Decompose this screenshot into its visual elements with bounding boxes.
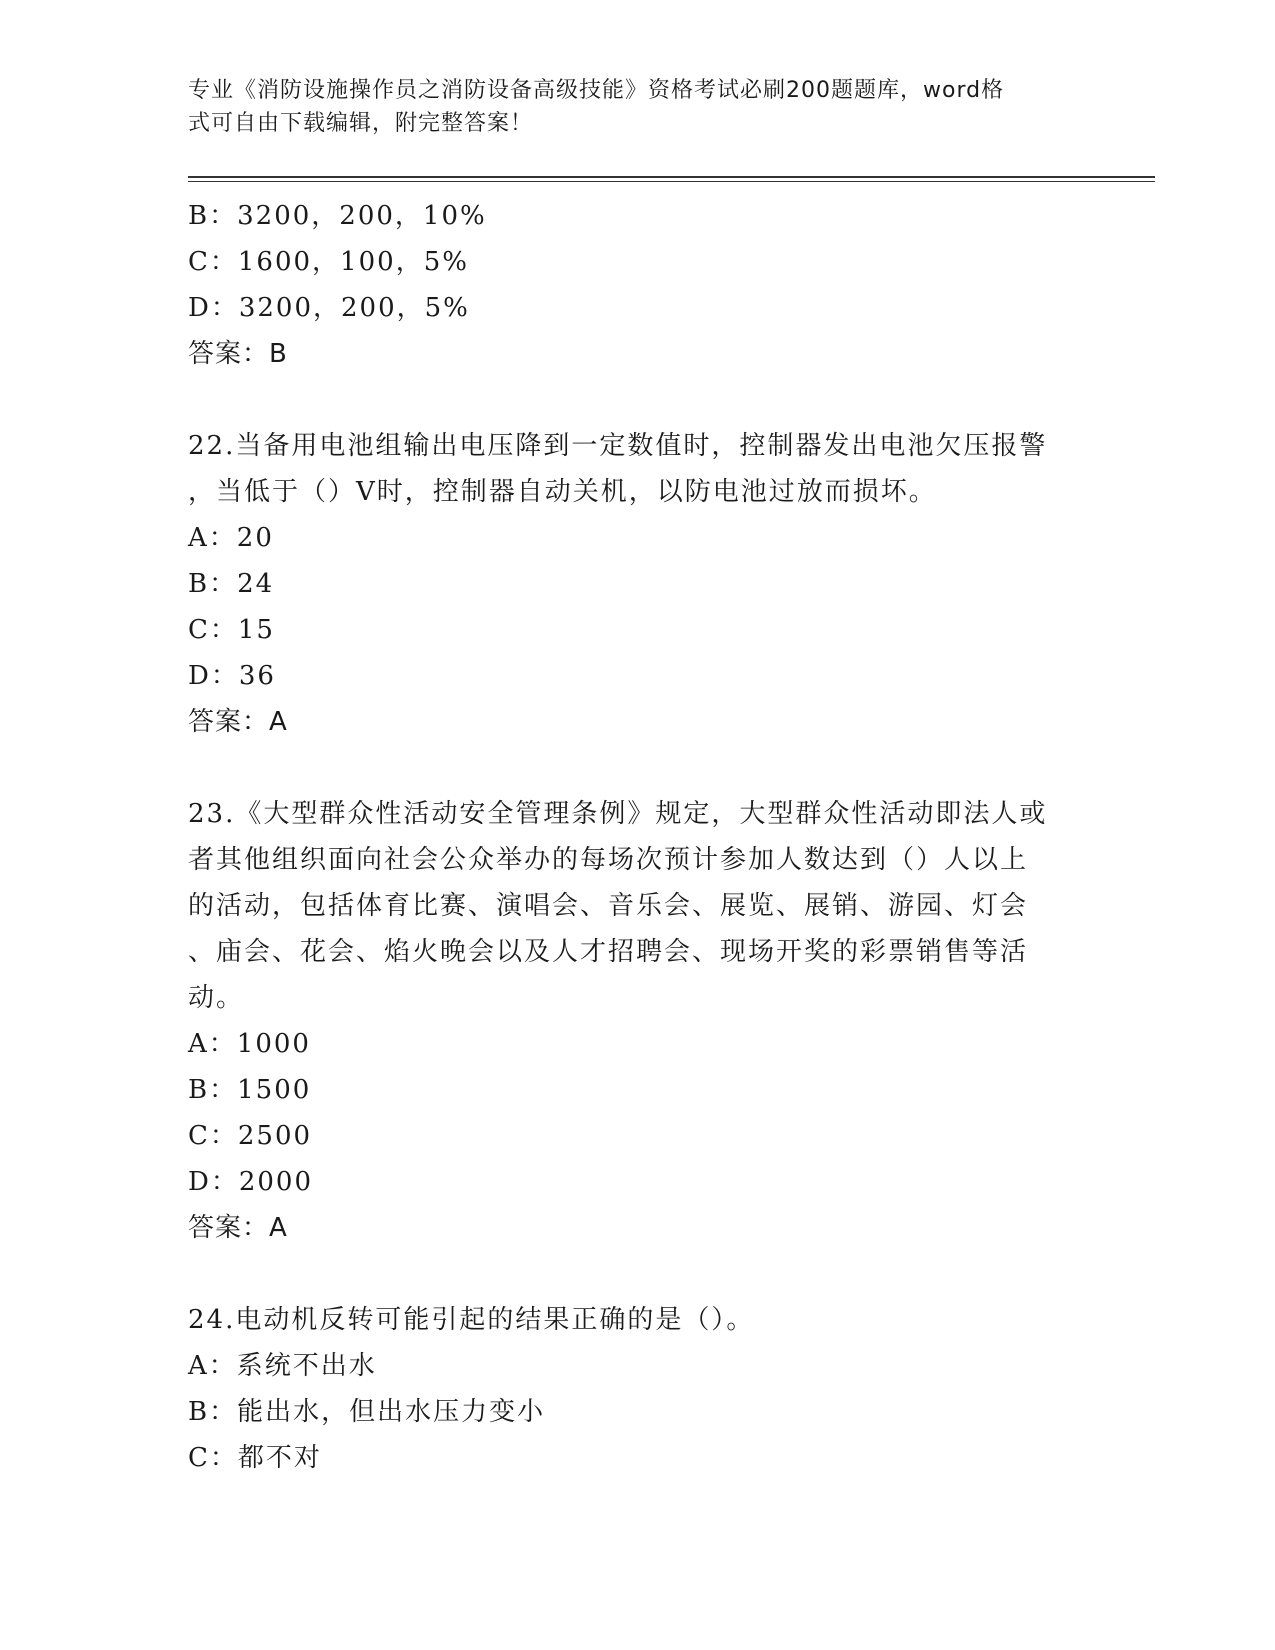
spacer [188, 745, 1088, 791]
spacer [188, 1251, 1088, 1297]
option-d: D：36 [188, 661, 276, 691]
question-text: 者其他组织面向社会公众举办的每场次预计参加人数达到（）人以上 [188, 845, 1029, 875]
option-b: B：3200，200，10% [188, 201, 487, 231]
document-header [188, 74, 1088, 140]
header-line-1: 专业《消防设施操作员之消防设备高级技能》资格考试必刷200题题库，word格 [188, 78, 1005, 103]
question-24 [188, 1297, 1088, 1481]
answer: 答案：B [188, 339, 288, 369]
header-line-2: 式可自由下载编辑，附完整答案！ [188, 111, 534, 136]
option-d: D：3200，200，5% [188, 293, 470, 323]
question-text: 24.电动机反转可能引起的结果正确的是（）。 [188, 1305, 755, 1335]
question-text: 、庙会、花会、焰火晚会以及人才招聘会、现场开奖的彩票销售等活 [188, 937, 1029, 967]
question-content [188, 193, 1088, 1481]
question-text: ，当低于（）V时，控制器自动关机，以防电池过放而损坏。 [188, 477, 937, 507]
header-rule-thin [188, 181, 1155, 182]
question-21-tail [188, 193, 1088, 377]
option-c: C：2500 [188, 1121, 313, 1151]
option-b: B：1500 [188, 1075, 312, 1105]
answer: 答案：A [188, 1213, 288, 1243]
question-text: 23.《大型群众性活动安全管理条例》规定，大型群众性活动即法人或 [188, 799, 1048, 829]
spacer [188, 377, 1088, 423]
question-text: 22.当备用电池组输出电压降到一定数值时，控制器发出电池欠压报警 [188, 431, 1048, 461]
option-c: C：15 [188, 615, 275, 645]
option-a: A：系统不出水 [188, 1351, 377, 1381]
option-c: C：1600，100，5% [188, 247, 469, 277]
question-text: 动。 [188, 983, 245, 1013]
option-a: A：20 [188, 523, 274, 553]
question-23 [188, 791, 1088, 1251]
option-a: A：1000 [188, 1029, 311, 1059]
answer: 答案：A [188, 707, 288, 737]
question-22 [188, 423, 1088, 745]
option-b: B：能出水，但出水压力变小 [188, 1397, 546, 1427]
header-rule [188, 176, 1155, 178]
option-c: C：都不对 [188, 1443, 322, 1473]
question-text: 的活动，包括体育比赛、演唱会、音乐会、展览、展销、游园、灯会 [188, 891, 1029, 921]
option-b: B：24 [188, 569, 275, 599]
option-d: D：2000 [188, 1167, 314, 1197]
